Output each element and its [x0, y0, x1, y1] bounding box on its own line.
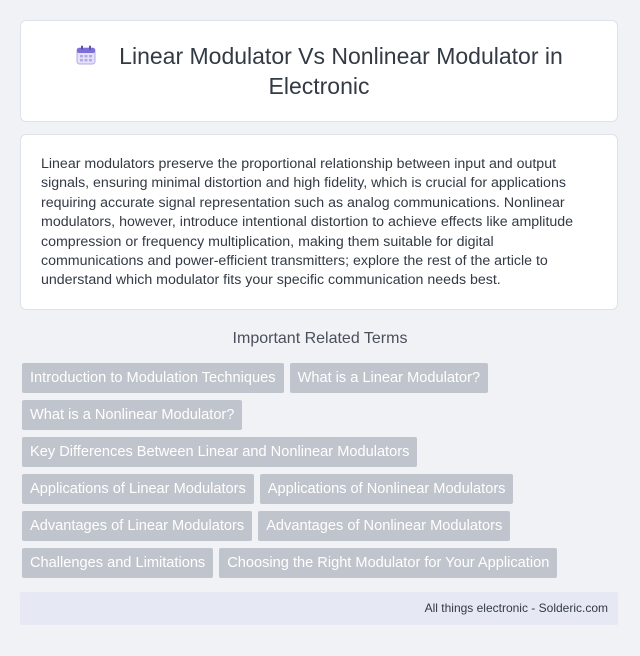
term-chip[interactable]: Introduction to Modulation Techniques [22, 363, 284, 393]
term-row [22, 548, 622, 578]
term-chip[interactable]: Applications of Nonlinear Modulators [260, 474, 514, 504]
header-card [20, 20, 618, 122]
calendar-icon [75, 43, 97, 65]
description-text: Linear modulators preserve the proportional relationship between input and output signals, ensuring minimal distortion and high fidelity, which is crucial for applications requiring accurate signal representation such as analog communications. Nonlinear modulators, however, introduce intentional distortion to achieve effects like amplitude compression or frequency multiplication, making them suitable for digital communications and power-efficient transmitters; explore the rest of the article to understand which modulator fits your specific communication needs best. [41, 156, 574, 289]
term-chip[interactable]: Key Differences Between Linear and Nonlinear Modulators [22, 437, 417, 467]
term-chip[interactable]: What is a Linear Modulator? [290, 363, 489, 393]
related-terms-list [22, 363, 622, 585]
term-chip[interactable]: What is a Nonlinear Modulator? [22, 400, 242, 430]
description-card [20, 134, 618, 310]
page-title-wrap [49, 41, 589, 101]
footer [20, 592, 618, 625]
term-chip[interactable]: Applications of Linear Modulators [22, 474, 254, 504]
term-row [22, 474, 622, 504]
term-row [22, 363, 622, 393]
related-terms-heading: Important Related Terms [232, 330, 408, 347]
term-chip[interactable]: Challenges and Limitations [22, 548, 213, 578]
footer-text[interactable]: All things electronic - Solderic.com [424, 601, 608, 615]
term-chip[interactable]: Choosing the Right Modulator for Your Application [219, 548, 557, 578]
term-chip[interactable]: Advantages of Nonlinear Modulators [258, 511, 510, 541]
page-title: Linear Modulator Vs Nonlinear Modulator in Electronic [119, 43, 563, 99]
term-row [22, 437, 622, 467]
term-chip[interactable]: Advantages of Linear Modulators [22, 511, 252, 541]
term-row [22, 511, 622, 541]
term-row [22, 400, 622, 430]
